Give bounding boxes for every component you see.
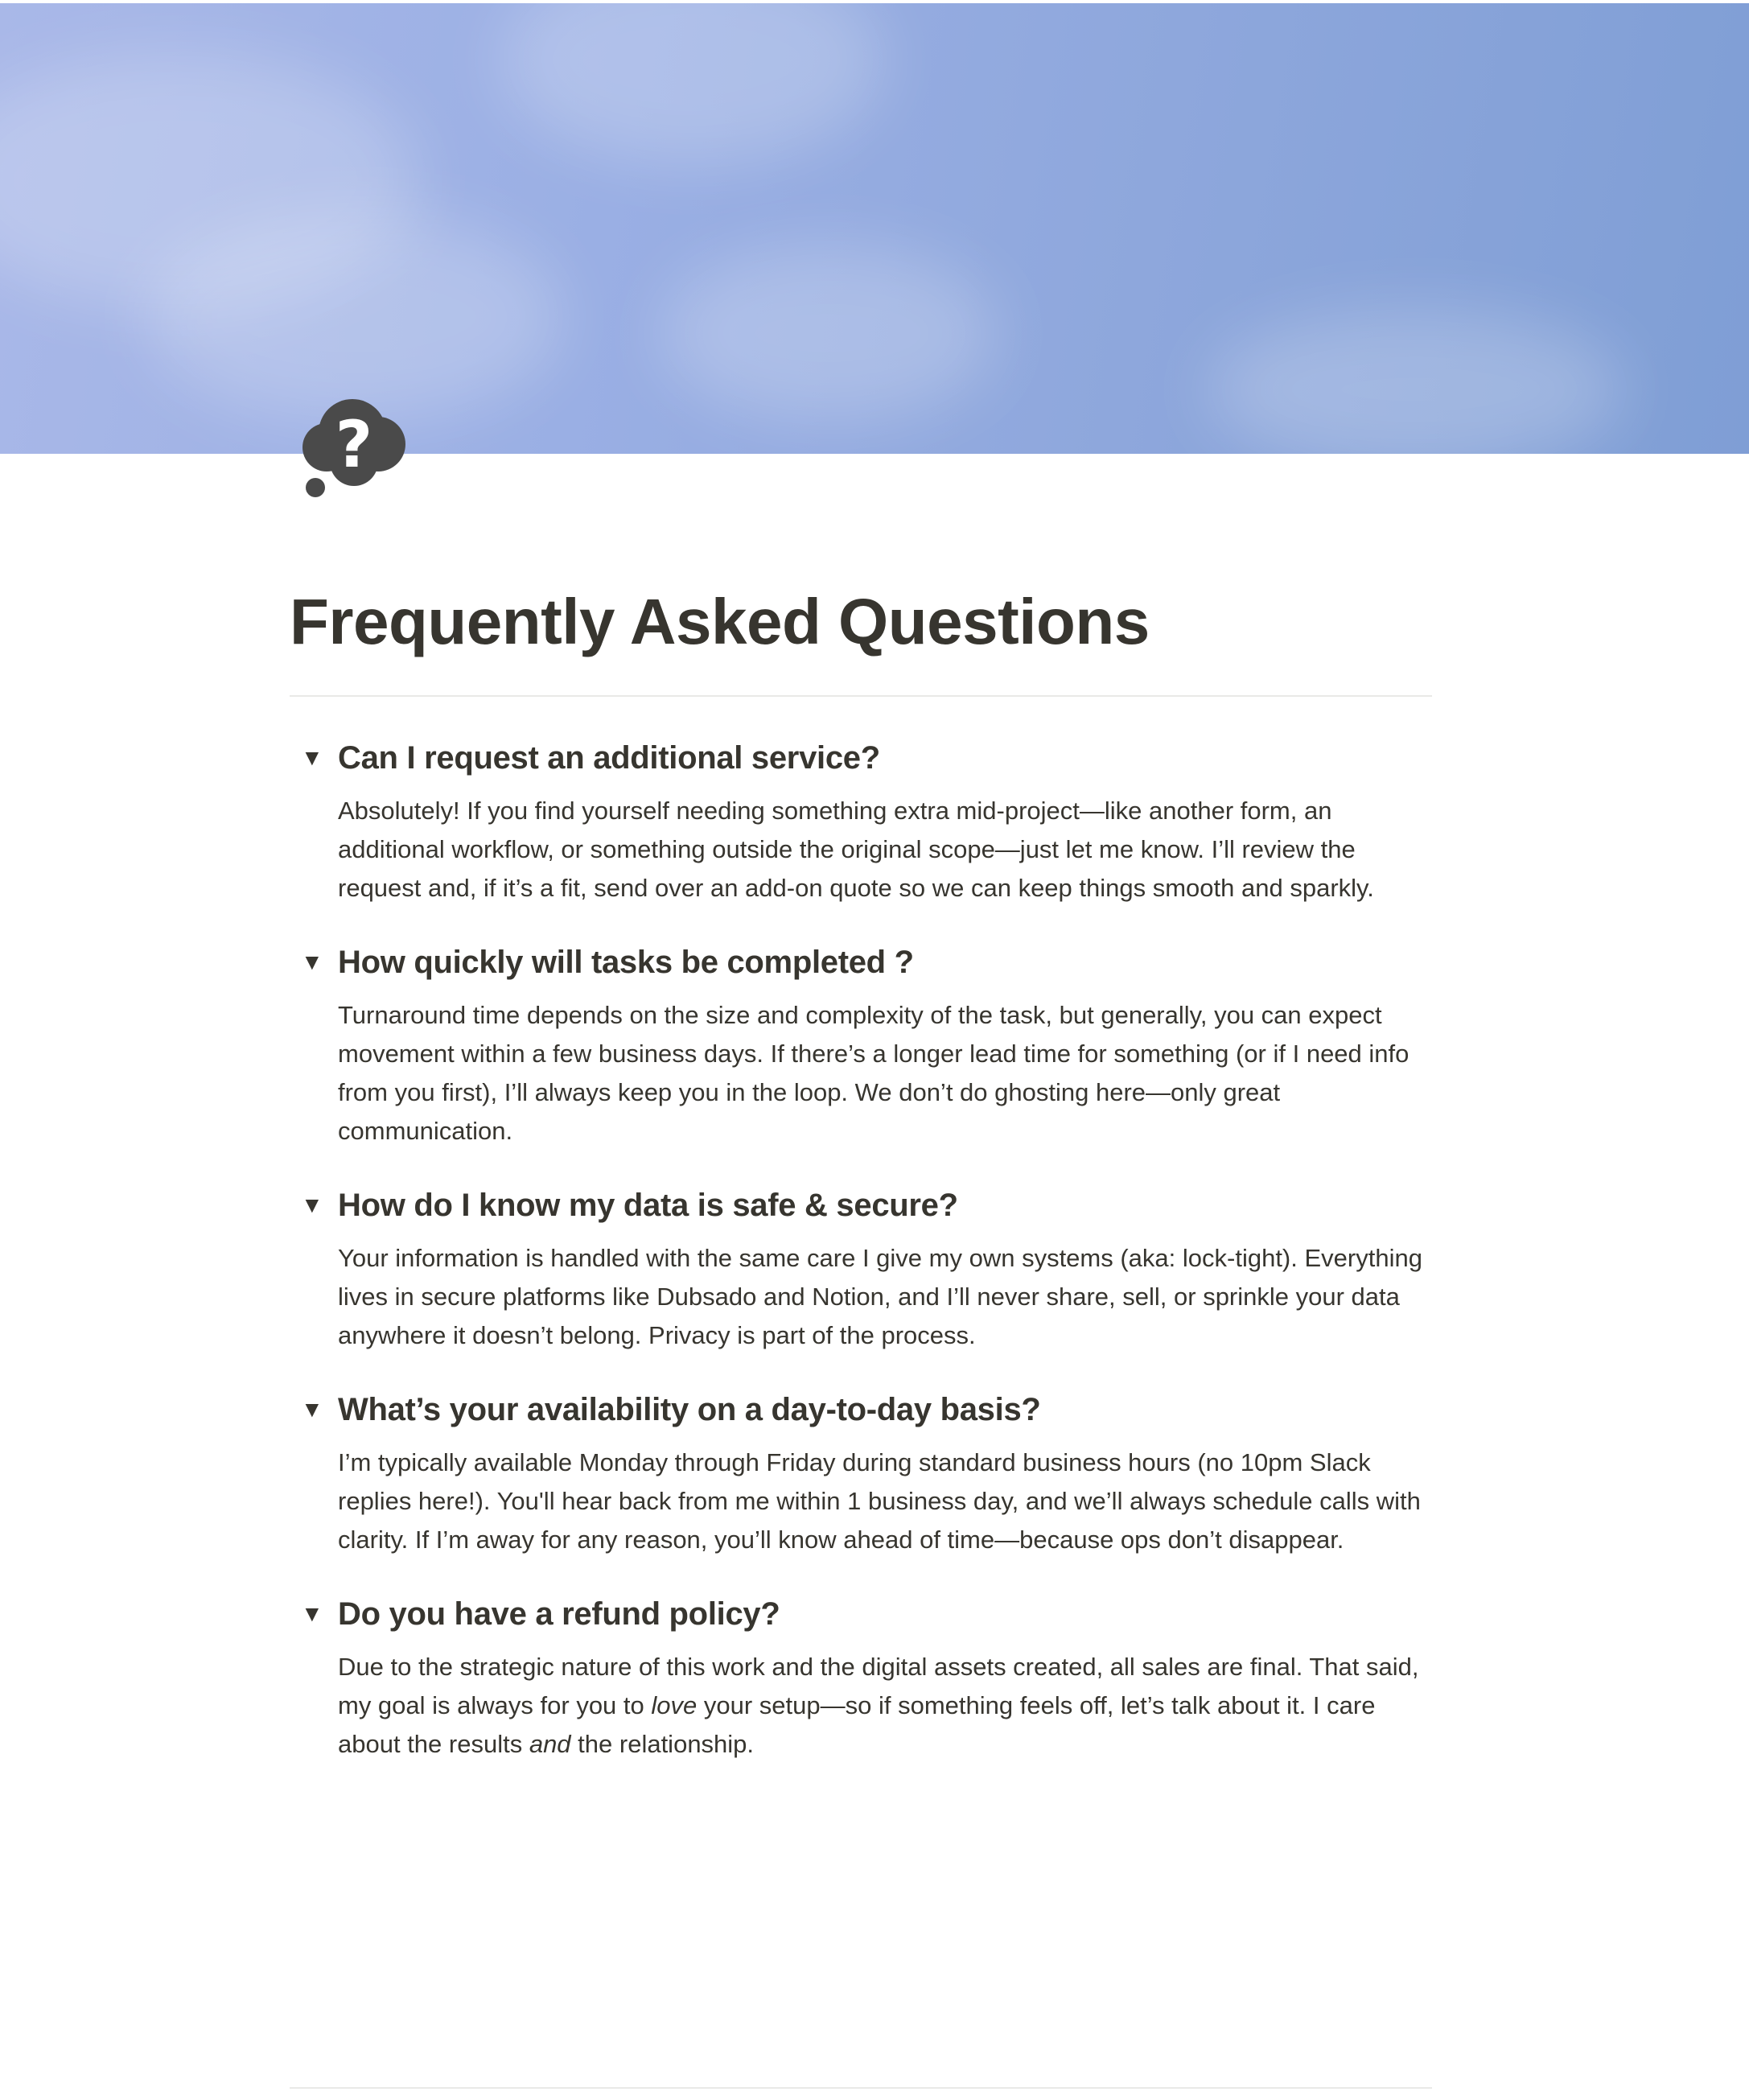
svg-text:?: ? bbox=[335, 407, 373, 482]
faq-item bbox=[290, 937, 1432, 1151]
faq-item bbox=[290, 1384, 1432, 1559]
faq-question: How do I know my data is safe & secure? bbox=[338, 1187, 958, 1223]
faq-item bbox=[290, 1180, 1432, 1355]
divider bbox=[290, 695, 1432, 697]
faq-toggle-header[interactable] bbox=[290, 1384, 1432, 1435]
page-content bbox=[290, 563, 1432, 1793]
answer-text: the relationship. bbox=[570, 1730, 755, 1758]
cover-image bbox=[0, 3, 1749, 454]
faq-question: What’s your availability on a day-to-day basis? bbox=[338, 1391, 1041, 1427]
triangle-down-icon[interactable]: ▼ bbox=[301, 1192, 323, 1217]
faq-item bbox=[290, 1588, 1432, 1764]
faq-answer: Your information is handled with the same care I give my own systems (aka: lock-tight). Everything lives in secure platforms like Dubsado and Notion, and I’ll never share, sell, or sprinkle your data anywhere it doesn’t belong. Privacy is part of the process. bbox=[338, 1244, 1422, 1349]
faq-question: Can I request an additional service? bbox=[338, 739, 880, 776]
answer-text: Due to the strategic nature of this work and the digital assets created, all sales are final. That said, my goal is always for you to bbox=[338, 1653, 1419, 1719]
page-title: Frequently Asked Questions bbox=[290, 586, 1150, 657]
faq-question: Do you have a refund policy? bbox=[338, 1596, 780, 1632]
answer-emphasis: love bbox=[651, 1691, 698, 1719]
answer-text: your setup—so if something feels off, let’s talk about it. I care about the results bbox=[338, 1691, 1376, 1758]
answer-emphasis: and bbox=[529, 1730, 571, 1758]
triangle-down-icon[interactable]: ▼ bbox=[301, 1397, 323, 1422]
triangle-down-icon[interactable]: ▼ bbox=[301, 1601, 323, 1626]
faq-answer bbox=[338, 1648, 1432, 1764]
faq-answer: I’m typically available Monday through Friday during standard business hours (no 10pm Slack replies here!). You'll hear back from me within 1 business day, and we’ll always schedule calls with clarity. If I’m away for any reason, you’ll know ahead of time—because ops don’t disappear. bbox=[338, 1448, 1421, 1554]
faq-answer: Turnaround time depends on the size and complexity of the task, but generally, you can expect movement within a few business days. If there’s a longer lead time for something (or if I need info from you first), I’ll always keep you in the loop. We don’t do ghosting here—only great communication. bbox=[338, 1001, 1409, 1145]
faq-question: How quickly will tasks be completed ? bbox=[338, 944, 914, 980]
faq-toggle-header[interactable] bbox=[290, 1180, 1432, 1231]
thought-bubble-question-icon bbox=[298, 393, 410, 505]
faq-toggle-header[interactable] bbox=[290, 937, 1432, 988]
faq-item bbox=[290, 732, 1432, 908]
faq-answer: Absolutely! If you find yourself needing something extra mid-project—like another form, an additional workflow, or something outside the original scope—just let me know. I’ll review the request and, if it’s a fit, send over an add-on quote so we can keep things smooth and sparkly. bbox=[338, 797, 1374, 902]
triangle-down-icon[interactable]: ▼ bbox=[301, 745, 323, 770]
bottom-divider bbox=[290, 2087, 1432, 2089]
faq-toggle-header[interactable] bbox=[290, 732, 1432, 784]
triangle-down-icon[interactable]: ▼ bbox=[301, 949, 323, 974]
faq-toggle-header[interactable] bbox=[290, 1588, 1432, 1640]
